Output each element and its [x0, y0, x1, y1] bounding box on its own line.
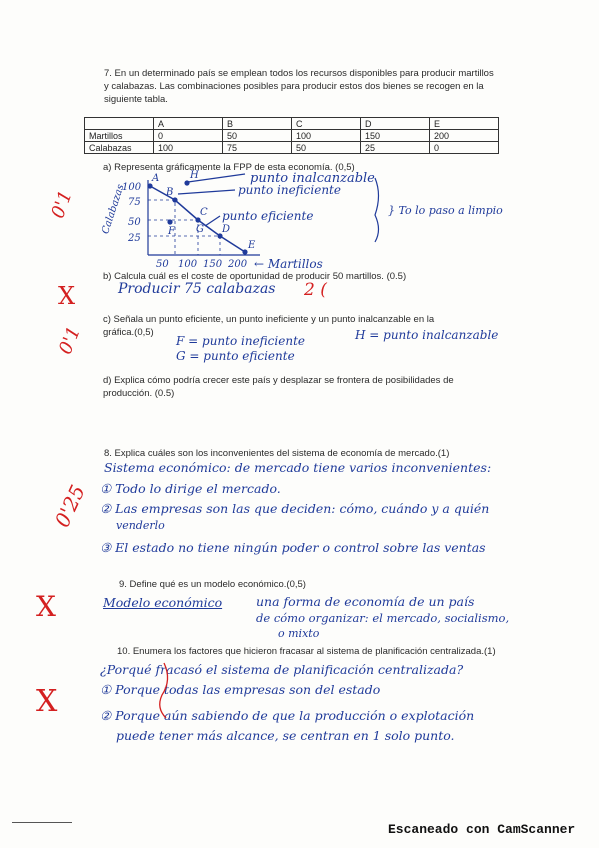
point-label-h: H: [190, 170, 199, 181]
ppf-graph: [70, 170, 503, 275]
table-header-cell: A: [154, 118, 223, 130]
q10-line: puede tener más alcance, se centran en 1 solo punto.: [116, 728, 455, 743]
q8-line: ② Las empresas son las que deciden: cómo, cuándo y a quién: [100, 501, 490, 516]
annotation-ineficiente: punto ineficiente: [238, 183, 341, 197]
grade-9: X: [36, 590, 56, 623]
q8-line: Sistema económico: de mercado tiene varios inconvenientes:: [104, 460, 492, 475]
q9-answer-label: Modelo económico: [103, 595, 223, 610]
grade-7c: 0'1: [54, 323, 85, 358]
row-label: Martillos: [85, 130, 154, 142]
grade-7a: 0'1: [47, 187, 77, 222]
table-cell: 50: [292, 142, 361, 154]
xtick-label: 200: [228, 259, 248, 270]
q7-intro: 7. En un determinado país se emplean todos los recursos disponibles para producir martillos y calabazas. Las combinaciones posibles para producir estos dos bienes se recogen en la siguiente tabla.: [104, 68, 494, 105]
q7c-answer-h: H = punto inalcanzable: [355, 328, 499, 342]
point-label-g: G: [196, 224, 204, 235]
point-label-d: D: [222, 224, 231, 235]
point-label-f: F: [168, 226, 175, 237]
point-label-e: E: [248, 240, 256, 251]
ytick-label: 50: [128, 217, 141, 228]
table-cell: 100: [154, 142, 223, 154]
table-header-cell: E: [430, 118, 499, 130]
q8-question: 8. Explica cuáles son los inconvenientes del sistema de economía de mercado.(1): [104, 448, 450, 459]
arrow-ineficiente: [178, 190, 235, 194]
q8-line: ① Todo lo dirige el mercado.: [100, 481, 281, 496]
table-header-cell: B: [223, 118, 292, 130]
table-header-cell: [85, 118, 154, 130]
q8-line: venderlo: [116, 519, 165, 532]
xtick-label: 50: [156, 259, 169, 270]
point-h: [184, 180, 189, 185]
q10-line: ¿Porqué fracasó el sistema de planificación centralizada?: [100, 662, 464, 677]
table-cell: 100: [292, 130, 361, 142]
table-cell: 0: [430, 142, 499, 154]
footer-rule: [12, 822, 72, 823]
point-c: [195, 217, 200, 222]
q7b-grade-mark: X: [58, 282, 76, 310]
ppf-table: [84, 117, 499, 154]
ytick-label: 25: [128, 233, 141, 244]
point-f: [167, 219, 172, 224]
point-b: [172, 197, 177, 202]
point-e: [242, 249, 247, 254]
xtick-label: 100: [178, 259, 198, 270]
xtick-label: 150: [203, 259, 223, 270]
y-axis-label: Calabazas: [100, 183, 127, 236]
q7c-answer-f: F = punto ineficiente: [176, 334, 305, 348]
q7a-question: a) Representa gráficamente la FPP de esta economía. (0,5): [103, 162, 355, 173]
table-header-cell: D: [361, 118, 430, 130]
q7b-answer: Producir 75 calabazas: [118, 281, 276, 297]
q7b-grade-note: 2 (: [304, 280, 327, 300]
table-row: [85, 130, 499, 142]
side-note: } To lo paso a limpio: [388, 204, 503, 217]
ytick-label: 100: [122, 182, 142, 193]
q7d-question: d) Explica cómo podría crecer este país y desplazar se frontera de posibilidades de producción. (0.5): [103, 375, 454, 399]
table-cell: 0: [154, 130, 223, 142]
q10-line: ① Porque todas las empresas son del estado: [100, 682, 381, 697]
table-cell: 150: [361, 130, 430, 142]
point-label-b: B: [166, 187, 174, 198]
table-cell: 75: [223, 142, 292, 154]
q7b-question: b) Calcula cuál es el coste de oportunidad de producir 50 martillos. (0.5): [103, 271, 407, 282]
table-cell: 25: [361, 142, 430, 154]
q9-answer: o mixto: [278, 627, 320, 640]
q7c-answer-g: G = punto eficiente: [176, 349, 295, 363]
camscanner-watermark: Escaneado con CamScanner: [388, 822, 576, 837]
q9-question: 9. Define qué es un modelo económico.(0,5): [119, 579, 306, 590]
table-row: [85, 142, 499, 154]
table-header-row: [85, 118, 499, 130]
point-label-a: A: [152, 173, 160, 184]
point-label-c: C: [200, 207, 208, 218]
q10-line: ② Porque aún sabiendo de que la producción o explotación: [100, 708, 475, 723]
annotation-eficiente: punto eficiente: [222, 209, 314, 223]
q9-answer: de cómo organizar: el mercado, socialismo,: [256, 611, 510, 625]
red-margin-stroke: [150, 660, 180, 720]
ytick-label: 75: [128, 197, 141, 208]
q9-answer: una forma de economía de un país: [256, 594, 475, 609]
annotation-inalcanzable: punto inalcanzable: [250, 171, 375, 186]
q10-question: 10. Enumera los factores que hicieron fracasar al sistema de planificación centralizada.(1): [117, 646, 496, 657]
row-label: Calabazas: [85, 142, 154, 154]
table-cell: 50: [223, 130, 292, 142]
table-header-cell: C: [292, 118, 361, 130]
point-a: [147, 183, 152, 188]
grade-8: 0'25: [49, 481, 90, 531]
q7c-question: c) Señala un punto eficiente, un punto ineficiente y un punto inalcanzable en la gráfica.(0,5): [103, 314, 435, 338]
table-cell: 200: [430, 130, 499, 142]
x-axis-label: ← Martillos: [254, 257, 323, 271]
q8-line: ③ El estado no tiene ningún poder o control sobre las ventas: [100, 540, 486, 555]
side-brace: [375, 178, 379, 242]
grade-10: X: [36, 684, 58, 719]
